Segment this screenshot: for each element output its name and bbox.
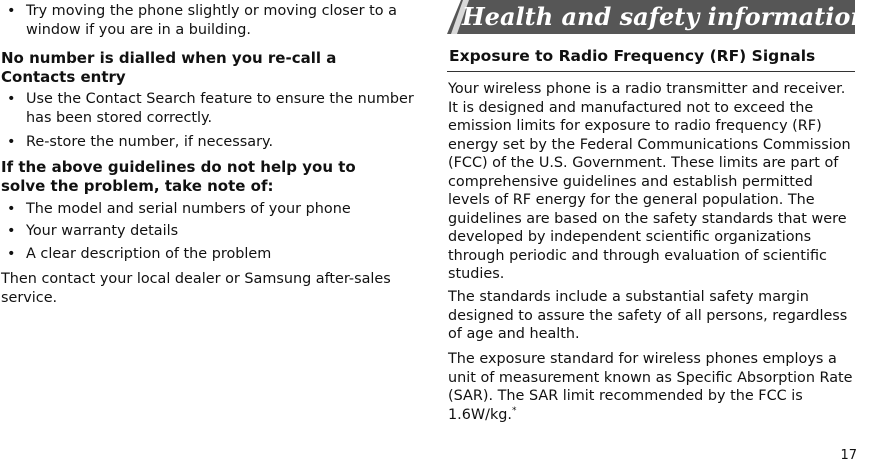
- page-number: 17: [840, 448, 857, 463]
- body-paragraph: [448, 350, 858, 424]
- list-item: [0, 200, 426, 219]
- body-paragraph-text: The exposure standard for wireless phones employs a unit of measurement known as Specific Absorption Rate (SAR). The SAR limit recommended by the FCC is 1.6W/kg.: [448, 351, 853, 423]
- bullet-icon: •: [7, 246, 16, 262]
- list-item-text: Re-store the number, if necessary.: [26, 134, 274, 150]
- body-paragraph: Your wireless phone is a radio transmitter and receiver. It is designed and manufactured not to exceed the emission limits for exposure to radio frequency (RF) energy set by the Federal Communications Commission (FCC) of the U.S. Government. These limits are part of comprehensive guidelines and establish permitted levels of RF energy for the general population. The guidelines are based on the safety standards that were developed by independent scientific organizations through periodic and through evaluation of scientific studies.: [448, 81, 851, 282]
- list-item-text: Your warranty details: [26, 223, 179, 239]
- list-item: [0, 90, 416, 128]
- bullet-icon: •: [7, 134, 16, 150]
- bullet-icon: •: [7, 223, 16, 239]
- footnote-marker: *: [512, 405, 517, 416]
- list-item: [0, 222, 426, 241]
- bullet-icon: •: [7, 3, 16, 19]
- section-divider: [447, 71, 855, 72]
- list-item: [0, 2, 436, 40]
- list-item: [0, 245, 426, 264]
- section-heading: No number is dialled when you re-call a Contacts entry: [1, 49, 337, 86]
- list-item: [0, 133, 426, 152]
- section-title: Exposure to Radio Frequency (RF) Signals: [449, 47, 816, 65]
- body-paragraph: The standards include a substantial safety margin designed to assure the safety of all persons, regardless of age and health.: [448, 289, 848, 342]
- closing-paragraph: Then contact your local dealer or Samsung after-sales service.: [1, 271, 391, 306]
- banner-title: Health and safety information: [462, 2, 868, 31]
- list-item-text: A clear description of the problem: [26, 246, 272, 262]
- bullet-icon: •: [7, 201, 16, 217]
- section-heading: If the above guidelines do not help you to solve the problem, take note of:: [1, 158, 356, 195]
- list-item-text: The model and serial numbers of your phone: [26, 201, 351, 217]
- list-item-text: Use the Contact Search feature to ensure the number has been stored correctly.: [26, 91, 414, 126]
- bullet-icon: •: [7, 91, 16, 107]
- list-item-text: Try moving the phone slightly or moving closer to a window if you are in a building.: [26, 3, 397, 38]
